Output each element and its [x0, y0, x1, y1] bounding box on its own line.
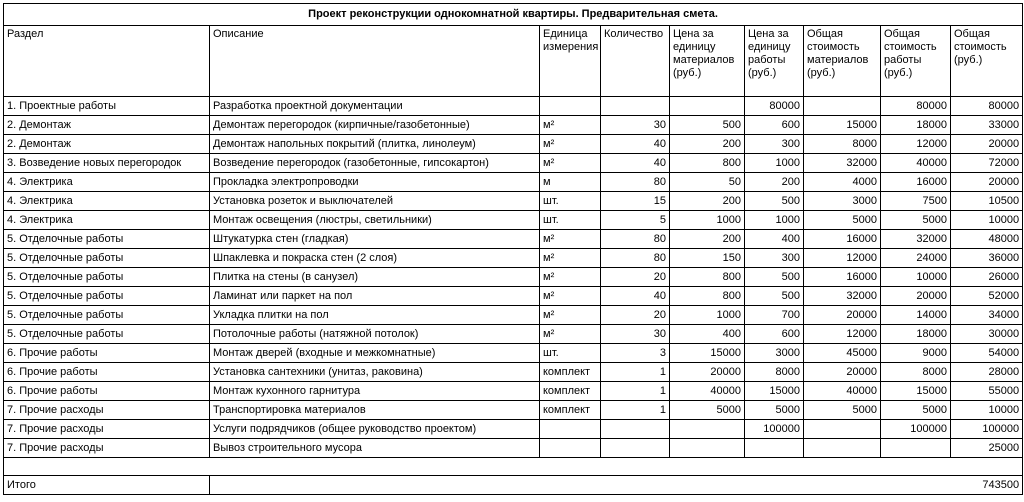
table-row — [4, 363, 1023, 382]
cell-description: Укладка плитки на пол — [210, 306, 540, 325]
cell-qty — [601, 439, 670, 458]
total-row — [4, 476, 1023, 495]
cell-work-total: 5000 — [881, 211, 951, 230]
cell-description: Монтаж дверей (входные и межкомнатные) — [210, 344, 540, 363]
cell-mat-price: 800 — [670, 154, 745, 173]
table-row — [4, 211, 1023, 230]
cell-work-total: 20000 — [881, 287, 951, 306]
cell-work-price: 200 — [745, 173, 804, 192]
cell-unit: шт. — [540, 211, 601, 230]
cell-work-total — [881, 439, 951, 458]
cell-work-price: 400 — [745, 230, 804, 249]
table-row — [4, 268, 1023, 287]
cell-work-total: 18000 — [881, 116, 951, 135]
table-row — [4, 325, 1023, 344]
cell-work-price: 700 — [745, 306, 804, 325]
cell-total: 72000 — [951, 154, 1023, 173]
cell-qty: 80 — [601, 249, 670, 268]
cell-qty: 20 — [601, 268, 670, 287]
cell-work-total: 24000 — [881, 249, 951, 268]
cell-description: Установка сантехники (унитаз, раковина) — [210, 363, 540, 382]
cell-unit: шт. — [540, 192, 601, 211]
cell-mat-total: 15000 — [804, 116, 881, 135]
cell-mat-total — [804, 439, 881, 458]
cell-mat-total: 12000 — [804, 249, 881, 268]
table-row — [4, 135, 1023, 154]
cell-mat-price — [670, 420, 745, 439]
table-row — [4, 192, 1023, 211]
cell-mat-price — [670, 439, 745, 458]
cell-work-total: 12000 — [881, 135, 951, 154]
blank-cell — [4, 458, 1023, 476]
table-row — [4, 344, 1023, 363]
cell-unit: м² — [540, 287, 601, 306]
cell-description: Прокладка электропроводки — [210, 173, 540, 192]
cell-mat-price: 150 — [670, 249, 745, 268]
cell-total: 33000 — [951, 116, 1023, 135]
cell-mat-total: 5000 — [804, 401, 881, 420]
cell-section: 7. Прочие расходы — [4, 420, 210, 439]
cell-description: Монтаж освещения (люстры, светильники) — [210, 211, 540, 230]
cell-mat-price: 800 — [670, 268, 745, 287]
column-header: Раздел — [4, 26, 210, 97]
cell-mat-price: 5000 — [670, 401, 745, 420]
cell-work-price: 8000 — [745, 363, 804, 382]
cell-total: 48000 — [951, 230, 1023, 249]
header-row — [4, 26, 1023, 97]
cell-section: 6. Прочие работы — [4, 344, 210, 363]
cell-work-price: 1000 — [745, 211, 804, 230]
cell-total: 30000 — [951, 325, 1023, 344]
cell-work-total: 15000 — [881, 382, 951, 401]
cell-section: 5. Отделочные работы — [4, 249, 210, 268]
cell-mat-total: 20000 — [804, 363, 881, 382]
cell-mat-total: 32000 — [804, 287, 881, 306]
cell-mat-total: 3000 — [804, 192, 881, 211]
cell-qty: 1 — [601, 401, 670, 420]
cell-mat-price: 500 — [670, 116, 745, 135]
cell-section: 6. Прочие работы — [4, 363, 210, 382]
cell-section: 4. Электрика — [4, 211, 210, 230]
cell-work-total: 7500 — [881, 192, 951, 211]
cell-mat-total — [804, 97, 881, 116]
cell-mat-total: 20000 — [804, 306, 881, 325]
cell-work-price: 500 — [745, 192, 804, 211]
cell-qty: 15 — [601, 192, 670, 211]
cell-section: 7. Прочие расходы — [4, 401, 210, 420]
cell-work-price: 300 — [745, 249, 804, 268]
cell-work-total: 32000 — [881, 230, 951, 249]
table-row — [4, 382, 1023, 401]
cell-mat-price: 20000 — [670, 363, 745, 382]
cell-mat-total: 16000 — [804, 230, 881, 249]
cell-work-price: 500 — [745, 287, 804, 306]
cell-unit: м² — [540, 230, 601, 249]
cell-total: 10500 — [951, 192, 1023, 211]
column-header: Единица измерения — [540, 26, 601, 97]
cell-mat-price — [670, 97, 745, 116]
cell-mat-price: 800 — [670, 287, 745, 306]
cell-unit: м² — [540, 135, 601, 154]
cell-mat-total: 32000 — [804, 154, 881, 173]
cell-work-total: 9000 — [881, 344, 951, 363]
cell-work-total: 100000 — [881, 420, 951, 439]
estimate-table — [3, 3, 1023, 495]
cell-unit: м² — [540, 268, 601, 287]
table-row — [4, 116, 1023, 135]
table-row — [4, 154, 1023, 173]
cell-total: 26000 — [951, 268, 1023, 287]
cell-description: Возведение перегородок (газобетонные, гипсокартон) — [210, 154, 540, 173]
cell-section: 5. Отделочные работы — [4, 325, 210, 344]
cell-qty: 30 — [601, 116, 670, 135]
cell-mat-price: 1000 — [670, 211, 745, 230]
table-row — [4, 420, 1023, 439]
cell-qty: 30 — [601, 325, 670, 344]
cell-work-total: 18000 — [881, 325, 951, 344]
cell-total: 10000 — [951, 211, 1023, 230]
cell-unit: комплект — [540, 401, 601, 420]
cell-qty: 80 — [601, 230, 670, 249]
column-header: Количество — [601, 26, 670, 97]
cell-unit: м — [540, 173, 601, 192]
cell-total: 100000 — [951, 420, 1023, 439]
cell-description: Потолочные работы (натяжной потолок) — [210, 325, 540, 344]
table-row — [4, 173, 1023, 192]
total-value: 743500 — [210, 476, 1023, 495]
cell-total: 20000 — [951, 135, 1023, 154]
cell-qty: 5 — [601, 211, 670, 230]
cell-work-total: 8000 — [881, 363, 951, 382]
cell-total: 25000 — [951, 439, 1023, 458]
cell-unit: м² — [540, 249, 601, 268]
cell-total: 28000 — [951, 363, 1023, 382]
cell-work-total: 14000 — [881, 306, 951, 325]
cell-unit: м² — [540, 306, 601, 325]
cell-work-total: 10000 — [881, 268, 951, 287]
cell-mat-total — [804, 420, 881, 439]
cell-qty: 80 — [601, 173, 670, 192]
cell-work-price: 3000 — [745, 344, 804, 363]
cell-section: 5. Отделочные работы — [4, 287, 210, 306]
cell-description: Транспортировка материалов — [210, 401, 540, 420]
blank-row — [4, 458, 1023, 476]
cell-unit: комплект — [540, 363, 601, 382]
cell-section: 1. Проектные работы — [4, 97, 210, 116]
cell-section: 6. Прочие работы — [4, 382, 210, 401]
column-header: Общая стоимость (руб.) — [951, 26, 1023, 97]
cell-qty: 40 — [601, 154, 670, 173]
cell-unit: м² — [540, 325, 601, 344]
cell-qty — [601, 97, 670, 116]
column-header: Цена за единицу работы (руб.) — [745, 26, 804, 97]
page-title: Проект реконструкции однокомнатной квартиры. Предварительная смета. — [4, 4, 1023, 26]
column-header: Описание — [210, 26, 540, 97]
table-row — [4, 401, 1023, 420]
table-row — [4, 306, 1023, 325]
cell-description: Плитка на стены (в санузел) — [210, 268, 540, 287]
total-label: Итого — [4, 476, 210, 495]
cell-section: 7. Прочие расходы — [4, 439, 210, 458]
table-row — [4, 230, 1023, 249]
cell-description: Разработка проектной документации — [210, 97, 540, 116]
cell-mat-total: 40000 — [804, 382, 881, 401]
cell-mat-total: 5000 — [804, 211, 881, 230]
cell-total: 80000 — [951, 97, 1023, 116]
cell-work-price: 300 — [745, 135, 804, 154]
cell-mat-price: 50 — [670, 173, 745, 192]
table-row — [4, 249, 1023, 268]
cell-section: 2. Демонтаж — [4, 116, 210, 135]
cell-mat-total: 4000 — [804, 173, 881, 192]
cell-total: 20000 — [951, 173, 1023, 192]
cell-mat-price: 200 — [670, 230, 745, 249]
cell-qty: 1 — [601, 382, 670, 401]
cell-unit: комплект — [540, 382, 601, 401]
cell-description: Демонтаж напольных покрытий (плитка, линолеум) — [210, 135, 540, 154]
table-row — [4, 287, 1023, 306]
cell-work-price: 500 — [745, 268, 804, 287]
title-row — [4, 4, 1023, 26]
cell-description: Шпаклевка и покраска стен (2 слоя) — [210, 249, 540, 268]
cell-total: 54000 — [951, 344, 1023, 363]
cell-unit — [540, 97, 601, 116]
cell-mat-total: 8000 — [804, 135, 881, 154]
cell-total: 34000 — [951, 306, 1023, 325]
cell-work-price: 600 — [745, 325, 804, 344]
cell-mat-price: 200 — [670, 192, 745, 211]
cell-mat-price: 15000 — [670, 344, 745, 363]
cell-qty: 1 — [601, 363, 670, 382]
cell-work-price — [745, 439, 804, 458]
cell-unit: шт. — [540, 344, 601, 363]
cell-unit — [540, 420, 601, 439]
cell-qty: 40 — [601, 135, 670, 154]
cell-section: 4. Электрика — [4, 192, 210, 211]
cell-qty: 40 — [601, 287, 670, 306]
cell-mat-total: 12000 — [804, 325, 881, 344]
cell-work-total: 40000 — [881, 154, 951, 173]
cell-mat-total: 16000 — [804, 268, 881, 287]
cell-description: Монтаж кухонного гарнитура — [210, 382, 540, 401]
cell-qty: 3 — [601, 344, 670, 363]
cell-work-total: 16000 — [881, 173, 951, 192]
cell-description: Штукатурка стен (гладкая) — [210, 230, 540, 249]
cell-section: 5. Отделочные работы — [4, 306, 210, 325]
cell-description: Ламинат или паркет на пол — [210, 287, 540, 306]
cell-mat-total: 45000 — [804, 344, 881, 363]
column-header: Общая стоимость материалов (руб.) — [804, 26, 881, 97]
cell-work-price: 15000 — [745, 382, 804, 401]
cell-work-total: 80000 — [881, 97, 951, 116]
cell-unit: м² — [540, 154, 601, 173]
cell-work-total: 5000 — [881, 401, 951, 420]
column-header: Цена за единицу материалов (руб.) — [670, 26, 745, 97]
cell-work-price: 100000 — [745, 420, 804, 439]
cell-total: 36000 — [951, 249, 1023, 268]
cell-work-price: 1000 — [745, 154, 804, 173]
table-row — [4, 439, 1023, 458]
cell-description: Вывоз строительного мусора — [210, 439, 540, 458]
cell-work-price: 5000 — [745, 401, 804, 420]
cell-mat-price: 40000 — [670, 382, 745, 401]
cell-qty: 20 — [601, 306, 670, 325]
cell-section: 3. Возведение новых перегородок — [4, 154, 210, 173]
cell-description: Установка розеток и выключателей — [210, 192, 540, 211]
cell-mat-price: 400 — [670, 325, 745, 344]
cell-mat-price: 1000 — [670, 306, 745, 325]
cell-description: Услуги подрядчиков (общее руководство проектом) — [210, 420, 540, 439]
cell-work-price: 80000 — [745, 97, 804, 116]
column-header: Общая стоимость работы (руб.) — [881, 26, 951, 97]
cell-unit: м² — [540, 116, 601, 135]
cell-qty — [601, 420, 670, 439]
cell-section: 5. Отделочные работы — [4, 230, 210, 249]
cell-total: 10000 — [951, 401, 1023, 420]
cell-mat-price: 200 — [670, 135, 745, 154]
cell-work-price: 600 — [745, 116, 804, 135]
table-row — [4, 97, 1023, 116]
cell-total: 55000 — [951, 382, 1023, 401]
cell-section: 4. Электрика — [4, 173, 210, 192]
cell-section: 2. Демонтаж — [4, 135, 210, 154]
cell-description: Демонтаж перегородок (кирпичные/газобетонные) — [210, 116, 540, 135]
cell-section: 5. Отделочные работы — [4, 268, 210, 287]
cell-unit — [540, 439, 601, 458]
cell-total: 52000 — [951, 287, 1023, 306]
